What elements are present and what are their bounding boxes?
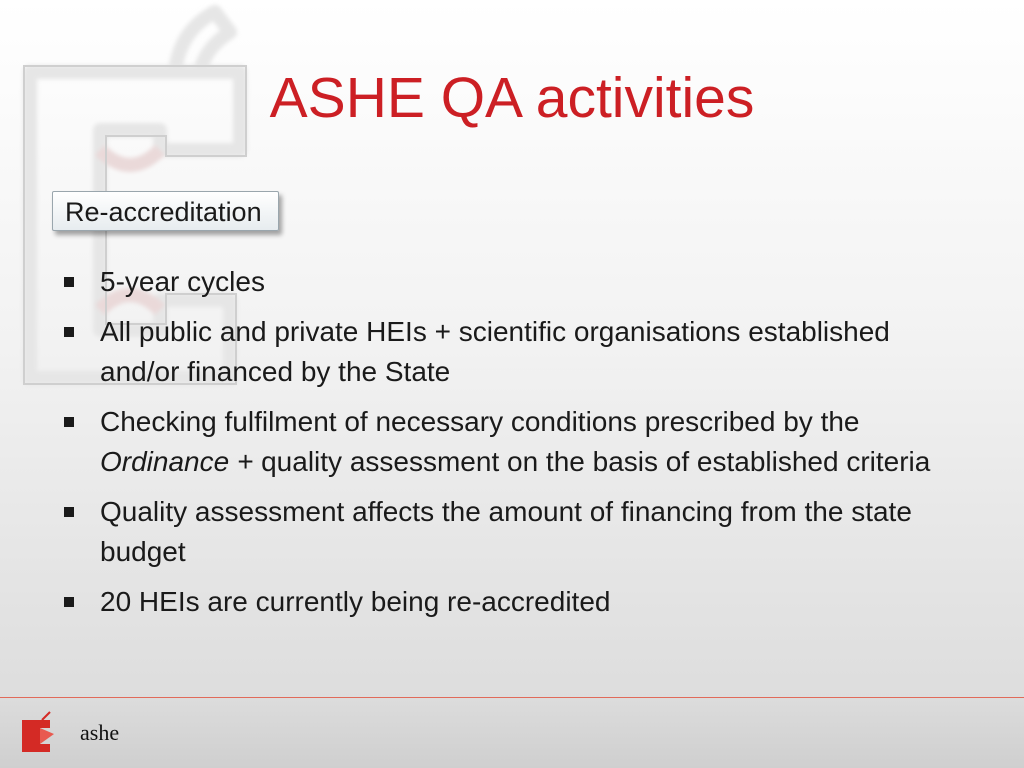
footer-bar bbox=[0, 697, 1024, 768]
bullet-text: 5-year cycles bbox=[100, 266, 265, 297]
ordinance-emphasis: Ordinance + bbox=[100, 446, 254, 477]
square-bullet-icon bbox=[64, 507, 74, 517]
section-label-re-accreditation: Re-accreditation bbox=[52, 191, 279, 231]
bullet-item bbox=[62, 262, 962, 302]
bullet-text: All public and private HEIs + scientific organisations established and/or financed by the State bbox=[100, 316, 890, 387]
bullet-item bbox=[62, 312, 962, 392]
square-bullet-icon bbox=[64, 277, 74, 287]
footer-logo-text: ashe bbox=[80, 720, 120, 745]
bullet-text: Quality assessment affects the amount of financing from the state budget bbox=[100, 496, 912, 567]
bullet-item bbox=[62, 582, 962, 622]
square-bullet-icon bbox=[64, 327, 74, 337]
bullet-text: 20 HEIs are currently being re-accredited bbox=[100, 586, 611, 617]
bullet-item bbox=[62, 402, 962, 482]
bullet-text-part: Checking fulfilment of necessary conditions prescribed by the bbox=[100, 406, 860, 437]
square-bullet-icon bbox=[64, 597, 74, 607]
bullet-item bbox=[62, 492, 962, 572]
square-bullet-icon bbox=[64, 417, 74, 427]
bullet-text-part: quality assessment on the basis of established criteria bbox=[253, 446, 931, 477]
slide-title: ASHE QA activities bbox=[269, 66, 755, 130]
ashe-logo-icon bbox=[20, 708, 62, 756]
bullet-list bbox=[62, 262, 962, 632]
